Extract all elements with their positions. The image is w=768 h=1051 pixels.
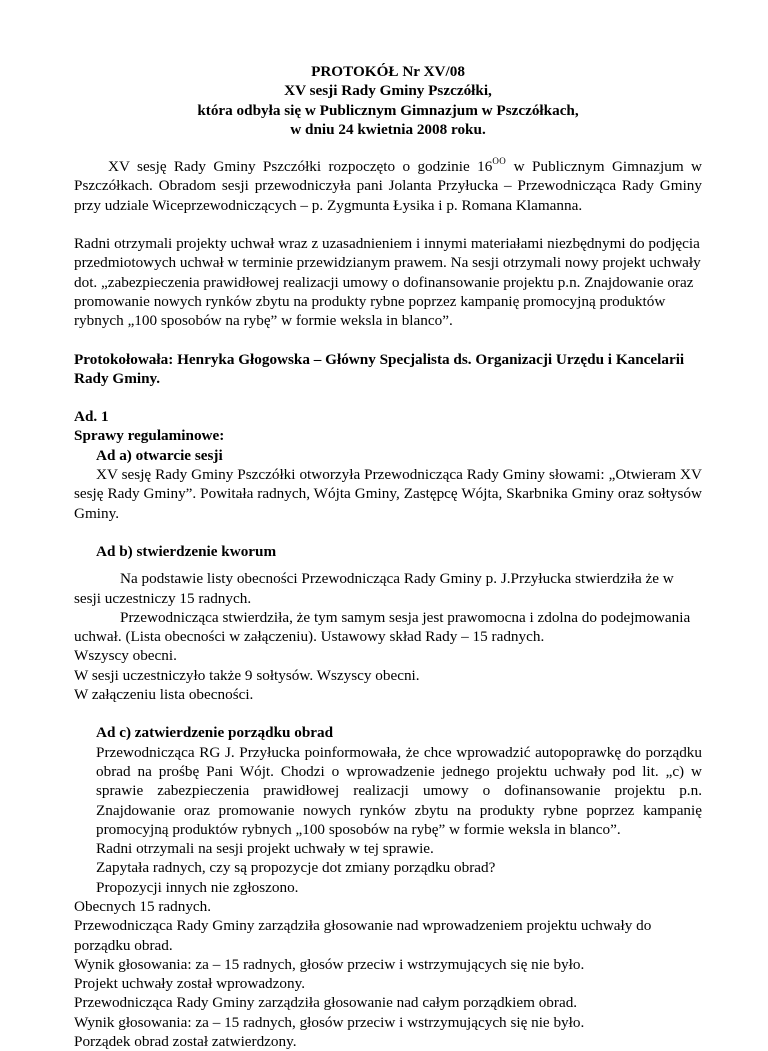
title-protocol-number: PROTOKÓŁ Nr XV/08 [311,63,465,80]
intro-paragraph [74,157,702,215]
ad-b-line3: Wszyscy obecni. [74,647,177,665]
ad-c-line6: Przewodnicząca Rady Gminy zarządziła głosowanie nad wprowadzeniem projektu uchwały do porządku obrad. [74,917,652,954]
ad-b-text2: Przewodnicząca stwierdziła, że tym samym sesja jest prawomocna i zdolna do podejmowania uchwał. (Lista obecności w załączeniu). Ustawowy skład Rady – 15 radnych. [74,608,691,646]
document-page [74,62,702,1051]
title-venue: która odbyła się w Publicznym Gimnazjum w Pszczółkach, [197,101,579,119]
ad-c-text2: Radni otrzymali na sesji projekt uchwały w tej sprawie. [96,840,434,858]
ad-b-text1: Na podstawie listy obecności Przewodnicząca Rady Gminy p. J.Przyłucka stwierdziła że w sesji uczestniczy 15 radnych. [74,570,674,607]
ad-c-text4: Propozycji innych nie zgłoszono. [96,878,299,896]
ad-c-text3: Zapytała radnych, czy są propozycje dot zmiany porządku obrad? [96,859,496,877]
ad-c-line8: Projekt uchwały został wprowadzony. [74,975,305,993]
ad-c-line7: Wynik głosowania: za – 15 radnych, głosów przeciw i wstrzymujących się nie było. [74,955,585,973]
ad-b-heading: Ad b) stwierdzenie kworum [96,542,277,560]
ad-c-line5: Obecnych 15 radnych. [74,897,212,915]
intro-text-start: XV sesję Rady Gminy Pszczółki rozpoczęto o godzinie 16 [108,158,493,176]
ad-c-block [74,743,702,897]
ad-a-heading: Ad a) otwarcie sesji [96,446,223,464]
ad-c-line9: Przewodnicząca Rady Gminy zarządziła głosowanie nad całym porządkiem obrad. [74,994,578,1012]
intro-time-superscript: OO [492,156,507,167]
ad-c-line11: Porządek obrad został zatwierdzony. [74,1033,297,1051]
section-ad1 [74,407,702,1051]
ad-b-line5: W załączeniu lista obecności. [74,686,254,704]
ad1-subheading: Sprawy regulaminowe: [74,427,225,445]
ad-b-line4: W sesji uczestniczyło także 9 sołtysów. Wszyscy obecni. [74,666,420,684]
ad-c-heading: Ad c) zatwierdzenie porządku obrad [96,724,334,742]
ad-a-text: XV sesję Rady Gminy Pszczółki otworzyła Przewodnicząca Rady Gminy słowami: „Otwieram XV sesję Rady Gminy”. Powitała radnych, Wójta Gminy, Zastępcę Wójta, Skarbnika Gminy oraz sołtysów Gminy. [74,466,702,522]
materials-paragraph: Radni otrzymali projekty uchwał wraz z uzasadnieniem i innymi materiałami niezbędnymi do podjęcia przedmiotowych uchwał w terminie przewidzianym prawem. Na sesji otrzymali nowy projekt uchwały dot. „zabezpieczenia prawidłowej realizacji umowy o dofinansowanie projektu p.n. Znajdowanie oraz promowanie nowych rynków zbytu na produkty rybne poprzez kampanię promocyjną produktów rybnych „100 sposobów na rybę” w formie weksla in blanco”. [74,235,701,330]
recorder-paragraph: Protokołowała: Henryka Głogowska – Główny Specjalista ds. Organizacji Urzędu i Kancelarii Rady Gminy. [74,350,685,387]
title-date: w dniu 24 kwietnia 2008 roku. [290,120,486,138]
document-title [74,62,702,139]
ad-c-text1: Przewodnicząca RG J. Przyłucka poinformowała, że chce wprowadzić autopoprawkę do porządku obrad na prośbę Pani Wójt. Chodzi o wprowadzenie jednego projektu uchwały pod lit. „c) w sprawie zabezpieczenia prawidłowej realizacji umowy o dofinansowanie projektu p.n. Znajdowanie oraz promowanie nowych rynków zbytu na produkty rybne poprzez kampanię promocyjną produktów rybnych „100 sposobów na rybę” w formie weksla in blanco”. [96,743,702,838]
intro-text-end: w Publicznym Gimnazjum w Pszczółkach. Obradom sesji przewodniczyła pani Jolanta Przyłucka – Przewodnicząca Rady Gminy przy udziale Wiceprzewodniczących – p. Zygmunta Łysika i p. Romana Klamanna. [74,158,702,214]
ad1-heading: Ad. 1 [74,408,109,426]
ad-c-line10: Wynik głosowania: za – 15 radnych, głosów przeciw i wstrzymujących się nie było. [74,1013,585,1031]
title-session: XV sesji Rady Gminy Pszczółki, [284,82,492,100]
